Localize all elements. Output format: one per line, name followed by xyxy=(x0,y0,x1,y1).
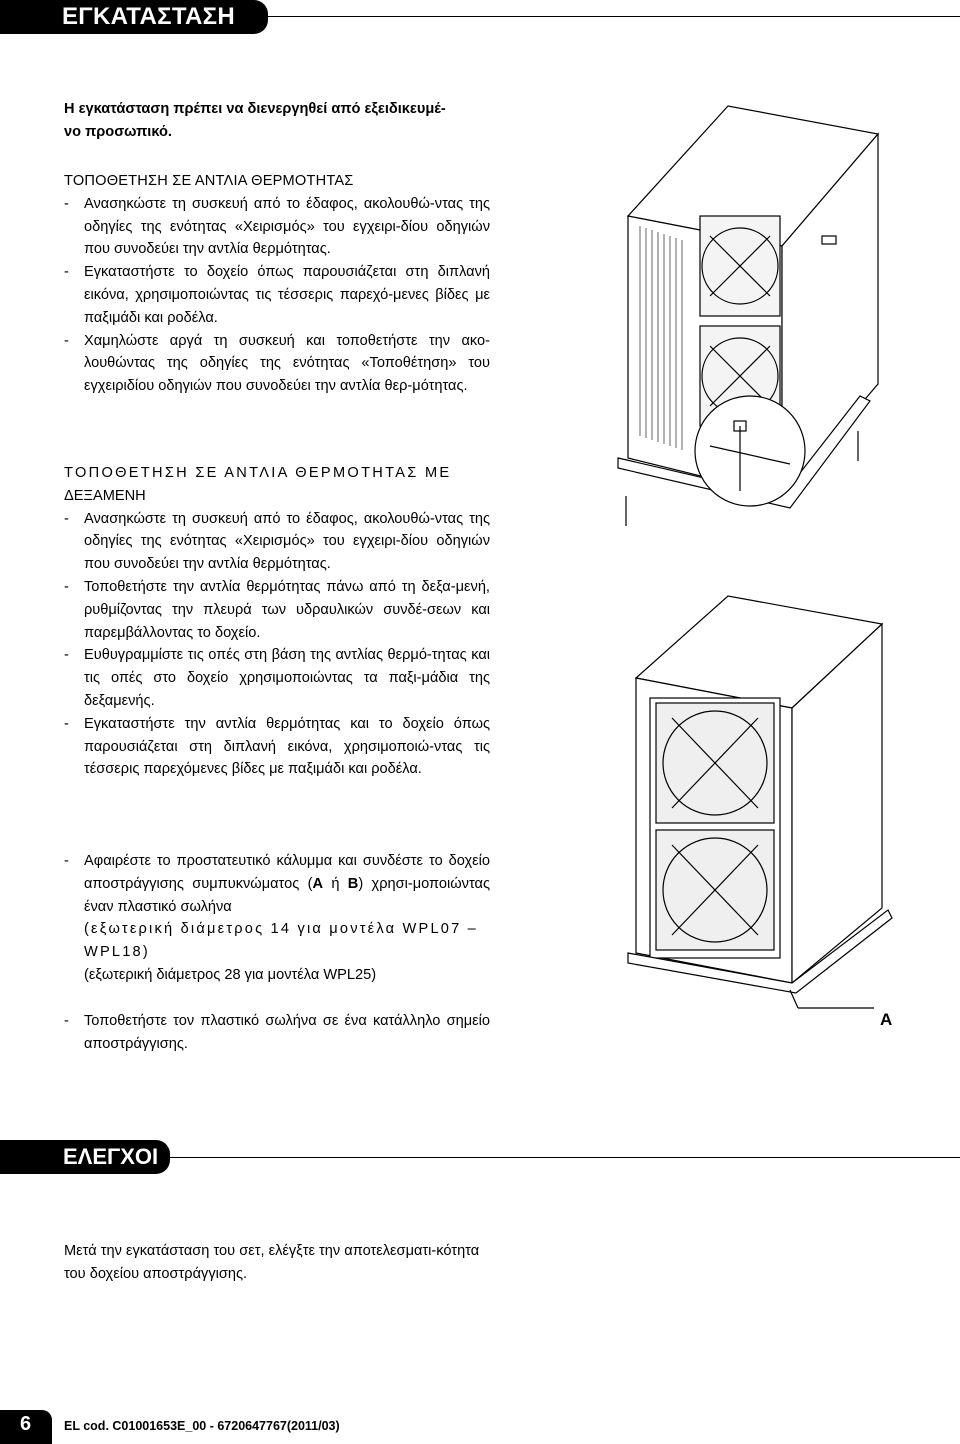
header-rule xyxy=(268,16,960,17)
drain-section xyxy=(64,850,490,1055)
page-number: 6 xyxy=(20,1413,32,1435)
section-b-item-1: - Ανασηκώστε τη συσκευή από το έδαφος, ακολουθώ-ντας της οδηγίες της ενότητας «Χειρισμός» του εγχειρι-δίου οδηγιών που συνοδεύει την αντλία θερμότητας. xyxy=(64,508,490,576)
checks-text-block xyxy=(64,1240,500,1286)
section-a-item-1: - Ανασηκώστε τη συσκευή από το έδαφος, ακολουθώ-ντας της οδηγίες της ενότητας «Χειρισμός» του εγχειρι-δίου οδηγιών που συνοδεύει την αντλία θερμότητας. xyxy=(64,193,490,261)
intro-note xyxy=(64,98,490,144)
drain-spec-2: (εξωτερική διάμετρος 28 για μοντέλα WPL25) xyxy=(84,966,377,983)
checks-text: Μετά την εγκατάσταση του σετ, ελέγξτε την αποτελεσματι-κότητα του δοχείου αποστράγγισης. xyxy=(64,1243,480,1282)
section-b-item-4: - Εγκαταστήστε την αντλία θερμότητας και το δοχείο όπως παρουσιάζεται στη διπλανή εικόνα, χρησιμοποιώ-ντας τις τέσσερις παρεχόμενες βίδες με παξιμάδι και ροδέλα. xyxy=(64,713,490,781)
section-a-item-2: - Εγκαταστήστε το δοχείο όπως παρουσιάζεται στη διπλανή εικόνα, χρησιμοποιώντας τις τέσσερις παρεχό-μενες βίδες με παξιμάδι και ροδέλα. xyxy=(64,261,490,329)
intro-line-1: Η εγκατάσταση πρέπει να διενεργηθεί από εξειδικευμέ- xyxy=(64,101,446,117)
drain-label-a: A xyxy=(312,875,323,892)
drain-spec-1: (εξωτερική διάμετρος 14 για μοντέλα WPL07 – WPL18) xyxy=(84,921,478,961)
drain-item-1 xyxy=(64,850,490,918)
drain-or: ή xyxy=(323,875,348,892)
figure-label-a: A xyxy=(880,1010,893,1029)
drain-connection-figure xyxy=(610,588,910,1018)
tank-installation-figure xyxy=(600,96,900,536)
section-b-item-2: - Τοποθετήστε την αντλία θερμότητας πάνω από τη δεξα-μενή, ρυθμίζοντας την πλευρά των υδραυλικών συνδέ-σεων και παρεμβάλλοντας το δοχείο. xyxy=(64,576,490,644)
section-b-heading-1: ΤΟΠΟΘΕΤΗΣΗ ΣΕ ΑΝΤΛΙΑ ΘΕΡΜΟΤΗΤΑΣ ΜΕ xyxy=(64,465,452,481)
intro-line-2: νο προσωπικό. xyxy=(64,123,172,140)
drain-text-pre: Αφαιρέστε το προστατευτικό κάλυμμα και συνδέστε το δοχείο αποστράγγισης συμπυκνώματος ( xyxy=(84,853,490,892)
section-b-item-3: - Ευθυγραμμίστε τις οπές στη βάση της αντλίας θερμό-τητας και τις οπές στο δοχείο χρησιμοποιώντας τα παξι-μάδια της δεξαμενής. xyxy=(64,644,490,712)
section-b-heading-2: ΔΕΞΑΜΕΝΗ xyxy=(64,487,146,504)
drain-label-b: B xyxy=(347,875,359,892)
section-b xyxy=(64,462,490,781)
section-title: ΕΓΚΑΤΑΣΤΑΣΗ xyxy=(62,3,235,30)
section-a xyxy=(64,170,490,398)
drain-item-2: - Τοποθετήστε τον πλαστικό σωλήνα σε ένα κατάλληλο σημείο αποστράγγισης. xyxy=(64,1010,490,1056)
checks-title: ΕΛΕΓΧΟΙ xyxy=(63,1144,159,1169)
drain-text-post: ) χρησι-μοποιώντας έναν πλαστικό σωλήνα xyxy=(84,875,490,915)
document-code: EL cod. C01001653E_00 - 6720647767(2011/03) xyxy=(64,1419,340,1433)
section-a-item-3: - Χαμηλώστε αργά τη συσκευή και τοποθετήστε την ακο-λουθώντας της οδηγίες της ενότητας «Τοποθέτηση» του εγχειριδίου οδηγιών που συνοδεύει την αντλία θερ-μότητας. xyxy=(64,330,490,398)
checks-rule xyxy=(170,1157,960,1158)
section-a-heading: ΤΟΠΟΘΕΤΗΣΗ ΣΕ ΑΝΤΛΙΑ ΘΕΡΜΟΤΗΤΑΣ xyxy=(64,173,354,189)
